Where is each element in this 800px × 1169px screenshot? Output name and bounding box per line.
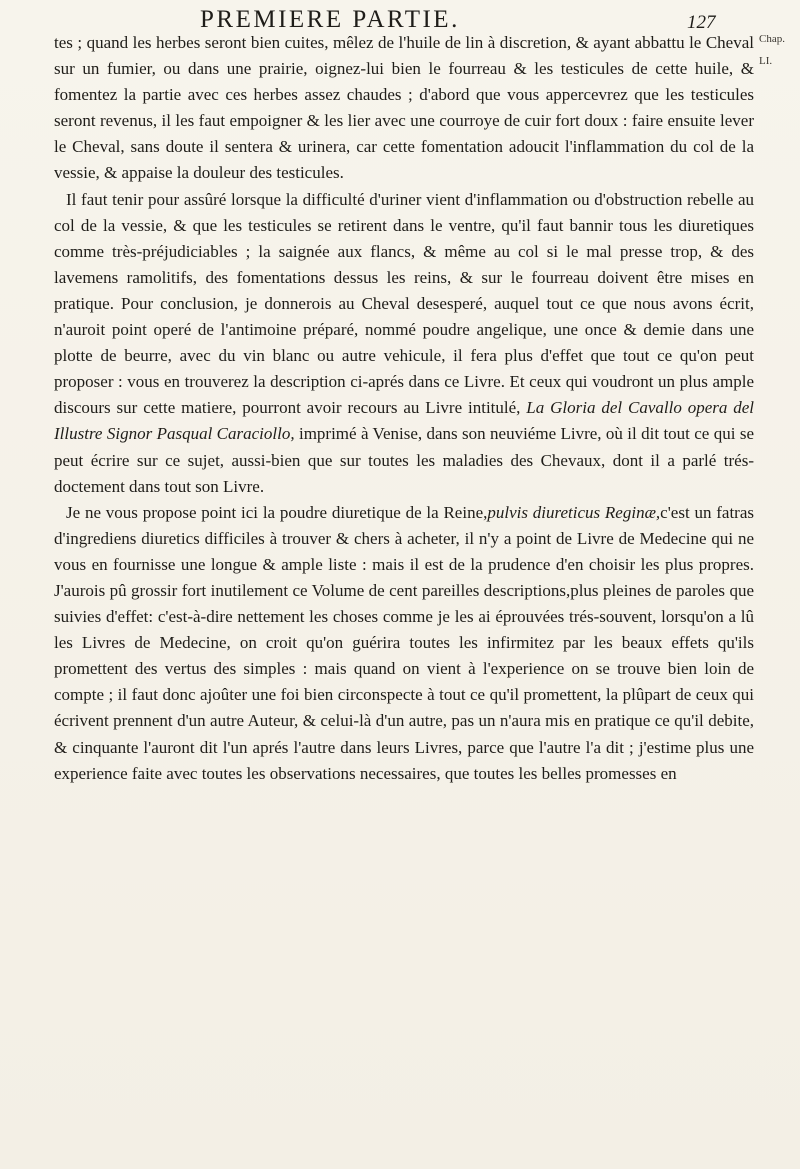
- latin-term: pulvis diureticus Reginæ,: [487, 502, 661, 522]
- body-text: [54, 30, 754, 787]
- page-number: 127: [687, 12, 716, 33]
- paragraph-2-end: imprimé à Venise, dans son neuviéme Livre, où il dit tout ce qui se peut écrire sur ce sujet, aussi-bien que sur toutes les maladies des Chevaux, dont il a parlé trés-doctement dans tout son Livre.: [54, 424, 754, 496]
- chapter-label: Chap.: [759, 33, 785, 45]
- paragraph-3-end: c'est un fatras d'ingrediens diuretics difficiles à trouver & chers à acheter, il n'y a point de Livre de Medecine qui ne vous en fournisse une longue & ample liste : mais il est de la prudence d'en choisir les plus propres. J'aurois pû grossir fort inutilement ce Volume de cent pareilles descriptions,plus pleines de paroles que suivies d'effet: c'est-à-dire nettement les choses comme je les ai éprouvées trés-souvent, lorsqu'on a lû les Livres de Medecine, on croit qu'on guérira toutes les infirmitez par les beaux effets qu'ils promettent des vertus des simples : mais quand on vient à l'experience on se trouve bien loin de compte ; il faut donc ajoûter une foi bien circonspecte à tout ce qu'il promettent, la plûpart de ceux qui écrivent prennent d'un autre Auteur, & celui-là d'un autre, pas un n'aura mis en pratique ce qu'il debite, & cinquante l'auront dit l'un aprés l'autre dans leurs Livres, parce que l'autre l'a dit ; j'estime plus une experience faite avec toutes les observations necessaires, que toutes les belles promesses en: [54, 502, 754, 783]
- paragraph-2: [54, 187, 754, 500]
- paragraph-3: [54, 500, 754, 787]
- book-title: La Gloria del Cavallo opera del Illustre Signor Pasqual Caraciollo,: [54, 398, 755, 444]
- chapter-margin-note: [759, 28, 797, 72]
- running-title: PREMIERE PARTIE.: [200, 6, 460, 33]
- paragraph-1: tes ; quand les herbes seront bien cuites, mêlez de l'huile de lin à discretion, & ayant abbattu le Cheval sur un fumier, ou dans une prairie, oignez-lui bien le fourreau & les testicules de cette huile, & fomentez la partie avec ces herbes assez chaudes ; d'abord que vous appercevrez que les testicules seront revenus, il les faut empoigner & les lier avec une courroye de cuir fort doux : faire ensuite lever le Cheval, sans doute il sentera & urinera, car cette fomentation adoucit l'inflammation du col de la vessie, & appaise la douleur des testicules.: [54, 33, 754, 183]
- paragraph-3-start: Je ne vous propose point ici la poudre diuretique de la Reine,: [66, 502, 488, 522]
- paragraph-2-text: Il faut tenir pour assûré lorsque la difficulté d'uriner vient d'inflammation ou d'obstruction rebelle au col de la vessie, & que les testicules se retirent dans le ventre, qu'il faut bannir tous les diuretiques comme très-préjudiciables ; la saignée aux flancs, & même au col si le mal presse trop, & des lavemens ramolitifs, des fomentations dessus les reins, & sur le fourreau doivent être mises en pratique. Pour conclusion, je donnerois au Cheval desesperé, auquel tout ce que nous avons écrit, n'auroit point operé de l'antimoine préparé, nommé poudre angelique, une once & demie dans une plotte de beurre, avec du vin blanc ou autre vehicule, il fera plus d'effet que tout ce qu'on peut proposer : vous en trouverez la description ci-aprés dans ce Livre. Et ceux qui voudront un plus ample discours sur cette matiere, pourront avoir recours au Livre intitulé,: [54, 189, 754, 418]
- chapter-number: LI.: [759, 55, 773, 67]
